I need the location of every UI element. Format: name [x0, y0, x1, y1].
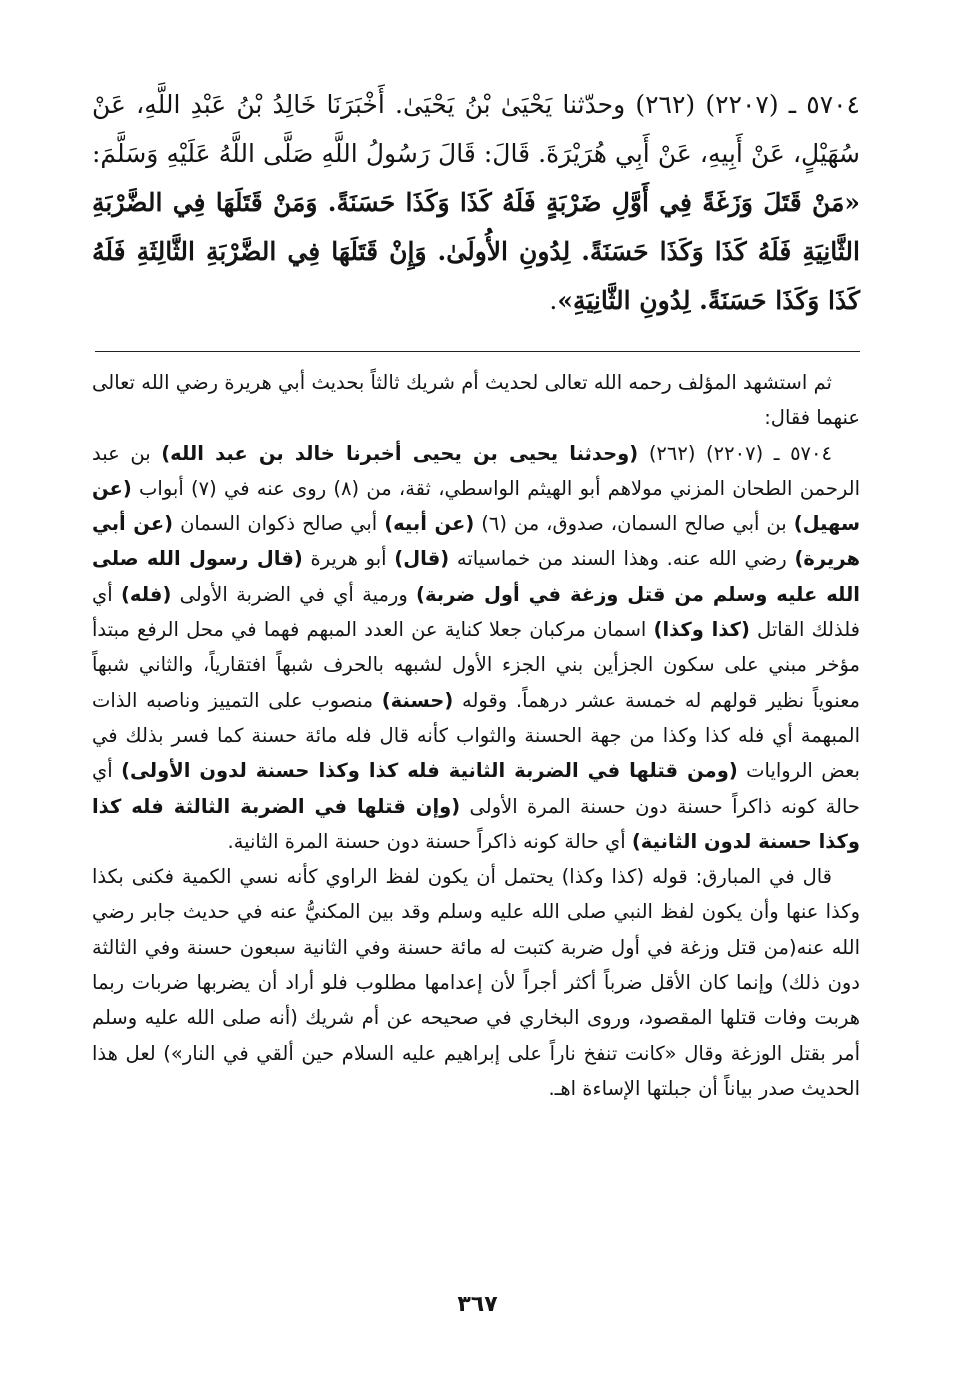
- text-run: رضي الله عنه. وهذا السند من خماسياته: [449, 547, 795, 571]
- text-run: أي فلذلك القاتل: [92, 582, 860, 642]
- bold-run: (عن أبي هريرة): [92, 512, 860, 571]
- text-run: أي حالة كونه ذاكراً حسنة دون حسنة المرة الأولى: [92, 759, 860, 818]
- commentary-paragraph-2: قال في المبارق: قوله (كذا وكذا) يحتمل أن يكون لفظ الراوي كأنه نسي الكمية فكنى بكذا وكذا عنها وأن يكون لفظ النبي صلى الله عليه وسلم وقد بين المكنيُّ عنه في حديث جابر رضي الله عنه(من قتل وزغة في أول ضربة كتبت له مائة حسنة وفي الثانية سبعون حسنة وفي الثالثة دون ذلك) وإنما كان الأقل ضرباً أكثر أجراً لأن إعدامها مطلوب فلو أراد أن يضربها ضربات ربما هربت وفات قتلها المقصود، وروى البخاري في صحيحه عن أم شريك (أنه صلى الله عليه وسلم أمر بقتل الوزغة وقال «كانت تنفخ ناراً على إبراهيم عليه السلام حين ألقي في النار») لعل هذا الحديث صدر بياناً أن جبلتها الإساءة اهـ.: [92, 865, 860, 1100]
- text-run: اسمان مركبان جعلا كناية عن العدد المبهم فهما في محل الرفع مبتدأ مؤخر مبني على سكون الجزأين بني الجزء الأول لشبهه بالحرف شبهاً افتقارياً، والثاني شبهاً معنوياً نظير قولهم له خمسة عشر درهماً. وقوله: [92, 618, 860, 712]
- bold-run: (فله): [120, 582, 172, 606]
- bold-run: (قال): [394, 547, 450, 571]
- bold-run: (ومن قتلها في الضربة الثانية فله كذا وكذا حسنة لدون الأولى): [121, 759, 738, 783]
- hadith-text: [92, 80, 860, 325]
- text-run: أبو هريرة: [302, 547, 395, 571]
- hadith-isnad: ٥٧٠٤ ـ (٢٢٠٧) (٢٦٢) وحدّثنا يَحْيَىٰ بْنُ يَحْيَىٰ. أَخْبَرَنَا خَالِدُ بْنُ عَبْدِ اللَّهِ، عَنْ سُهَيْلٍ، عَنْ أَبِيهِ، عَنْ أَبِي هُرَيْرَةَ. قَالَ: قَالَ رَسُولُ اللَّهِ صَلَّى اللَّهُ عَلَيْهِ وَسَلَّمَ:: [92, 90, 860, 168]
- bold-run: (وحدثنا يحيى بن يحيى أخبرنا خالد بن عبد الله): [161, 441, 639, 465]
- text-run: ٥٧٠٤ ـ (٢٢٠٧) (٢٦٢): [638, 441, 832, 465]
- bold-run: (عن أبيه): [384, 512, 475, 536]
- bold-run: (وإن قتلها في الضربة الثالثة فله كذا وكذا حسنة لدون الثانية): [92, 794, 860, 853]
- text-run: بن أبي صالح السمان، صدوق، من (٦): [474, 512, 794, 536]
- commentary-paragraph-1: [92, 436, 860, 860]
- text-run: ورمية أي في الضربة الأولى: [171, 582, 417, 606]
- hadith-end: .: [549, 286, 558, 315]
- commentary-block: [92, 365, 860, 1106]
- footnote-divider: [95, 351, 860, 352]
- page-number: ٣٦٧: [457, 1292, 498, 1317]
- hadith-block: [92, 80, 860, 325]
- commentary-intro: ثم استشهد المؤلف رحمه الله تعالى لحديث أم شريك ثالثاً بحديث أبي هريرة رضي الله تعالى عنهما فقال:: [92, 371, 860, 430]
- hadith-matn: «مَنْ قَتَلَ وَزَغَةً فِي أَوَّلِ ضَرْبَةٍ فَلَهُ كَذَا وَكَذَا حَسَنَةً. وَمَنْ قَتَلَهَا فِي الضَّرْبَةِ الثَّانِيَةِ فَلَهُ كَذَا وَكَذَا حَسَنَةً. لِدُونِ الأُولَىٰ. وَإِنْ قَتَلَهَا فِي الضَّرْبَةِ الثَّالِثَةِ فَلَهُ كَذَا وَكَذَا حَسَنَةً. لِدُونِ الثَّانِيَةِ»: [92, 188, 860, 315]
- bold-run: (عن سهيل): [92, 476, 861, 536]
- text-run: بن عبد الرحمن الطحان المزني مولاهم أبو الهيثم الواسطي، ثقة، من (٨) روى عنه في (٧) أبواب: [92, 441, 861, 500]
- text-run: أي حالة كونه ذاكراً حسنة دون حسنة المرة الثانية.: [227, 829, 632, 853]
- bold-run: (قال رسول الله صلى الله عليه وسلم من قتل وزغة في أول ضربة): [92, 547, 860, 606]
- bold-run: (كذا وكذا): [653, 618, 750, 642]
- bold-run: (حسنة): [381, 688, 454, 712]
- text-run: منصوب على التمييز وناصبه الذات المبهمة أي فله كذا وكذا من جهة الحسنة والثواب كأنه قال فله مائة حسنة كما فسر بذلك في بعض الروايات: [92, 688, 860, 783]
- text-run: أبي صالح ذكوان السمان: [173, 512, 385, 536]
